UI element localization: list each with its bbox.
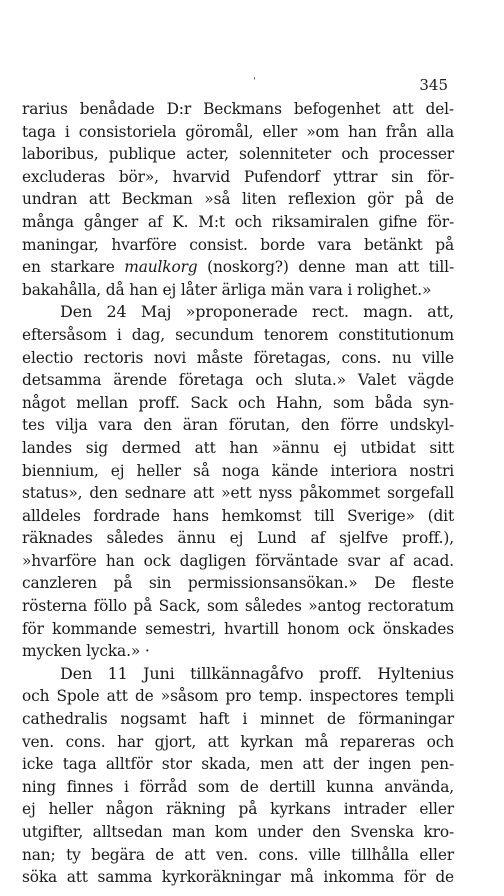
text-line: status», den sednare att »ett nyss påkommet sorgefall [22, 484, 454, 503]
text-line: taga i consistoriela göromål, eller »om han från alla [22, 122, 454, 141]
text-line: utgifter, alltsedan man kom under den Svenska kro- [22, 823, 454, 841]
text-line: och Spole att de »såsom pro temp. inspectores templi [22, 687, 454, 706]
stray-mark: ˌ [253, 70, 256, 81]
text-line: laboribus, publique acter, solenniteter och processer [22, 145, 454, 164]
text-line: Den 24 Maj »proponerade rect. magn. att, [60, 302, 454, 322]
text-line: Den 11 Juni tillkännagåfvo proff. Hyltenius [60, 663, 454, 683]
text-line: rarius benådade D:r Beckmans befogenhet att del- [22, 100, 454, 118]
text-line: canzleren på sin permissionsansökan.» De fleste [22, 574, 454, 593]
text-line: »hvarföre han ock dagligen förväntade svar af acad. [22, 551, 454, 570]
text-line: söka att samma kyrkoräkningar må inkomma för de [22, 868, 454, 887]
text-line: en starkare maulkorg (noskorg?) denne man att till- [22, 258, 454, 277]
text-line: ning finnes i förråd som de dertill kunna använda, [22, 777, 454, 796]
text-line: detsamma ärende företaga och sluta.» Valet vägde [22, 371, 454, 390]
text-line: nan; ty begära de att ven. cons. ville tillhålla eller [22, 845, 454, 864]
text-line: bakahålla, då han ej låter ärliga män vara i rolighet.» [22, 280, 432, 299]
text-line: räknades således ännu ej Lund af sjelfve proff.), [22, 529, 454, 548]
text-line: eftersåsom i dag, secundum tenorem constitutionum [22, 325, 454, 344]
text-line: electio rectoris novi måste företagas, cons. nu ville [22, 348, 454, 367]
text-line: biennium, ej heller så noga kände interiora nostri [22, 461, 454, 480]
italic-word: maulkorg [124, 258, 198, 277]
text-line: något mellan proff. Sack och Hahn, som båda syn- [22, 393, 454, 412]
text-line: ej heller någon räkning på kyrkans intrader eller [22, 800, 454, 819]
text-line: undran att Beckman »så liten reflexion gör på de [22, 190, 454, 209]
text-line: landes sig dermed att han »ännu ej utbidat sitt [22, 438, 454, 457]
text-line: många gånger af K. M:t och riksamiralen gifne för- [22, 212, 454, 231]
text-line: rösterna föllo på Sack, som således »antog rectoratum [22, 597, 454, 616]
text-line: tes vilja vara den äran förutan, den förre undskyl- [22, 416, 454, 435]
page-number: 345 [419, 76, 448, 94]
text-line: excluderas bör», hvarvid Pufendorf yttrar sin för- [22, 167, 454, 186]
text-line: för kommande semestri, hvartill honom ock önskades [22, 619, 454, 638]
text-line: cathedralis nogsamt haft i minnet de förmaningar [22, 710, 454, 729]
text-line: mycken lycka.» · [22, 642, 150, 661]
body-text [22, 98, 454, 889]
text-line: maningar, hvarföre consist. borde vara betänkt på [22, 235, 454, 254]
text-line: icke taga alltför stor skada, men att der ingen pen- [22, 755, 454, 774]
text-line: ven. cons. har gjort, att kyrkan må repareras och [22, 732, 454, 751]
text-line: alldeles fordrade hans hemkomst till Sverige» (dit [22, 506, 454, 525]
